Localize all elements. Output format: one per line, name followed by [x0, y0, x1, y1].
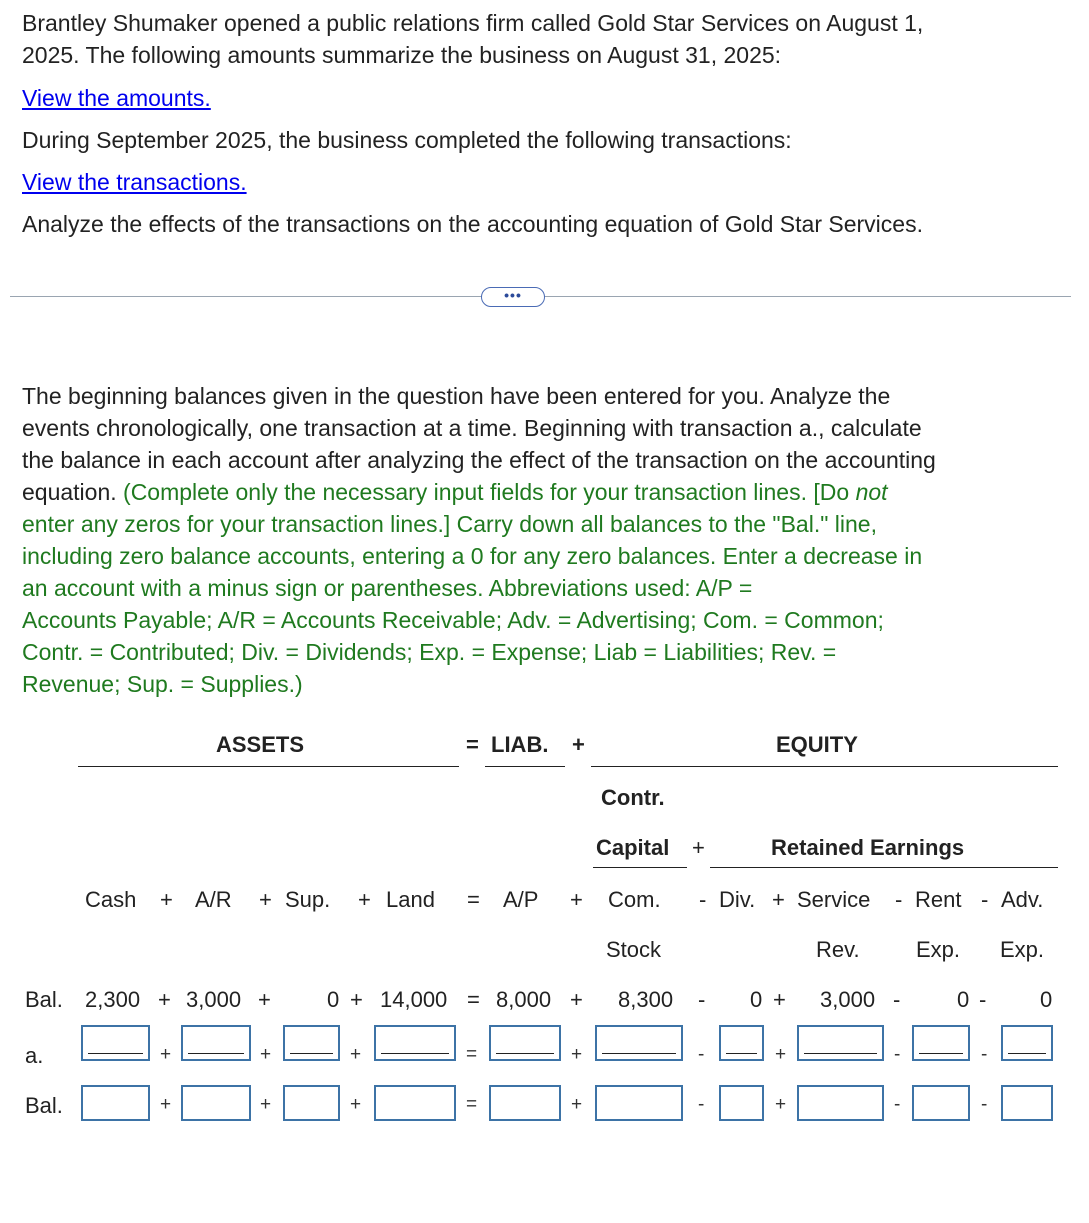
row-a-com-stock-input[interactable] [595, 1025, 683, 1061]
op-minus: - [698, 1044, 705, 1065]
op-plus: + [160, 1094, 172, 1115]
row-a-adv-exp-input[interactable] [1001, 1025, 1053, 1061]
intro-line-1: Brantley Shumaker opened a public relations firm called Gold Star Services on August 1, [22, 10, 924, 36]
retained-underline [710, 867, 1058, 868]
op-minus: - [895, 887, 903, 912]
col-ar: A/R [195, 887, 232, 912]
row-bal-ap-input[interactable] [489, 1085, 561, 1121]
header-contr: Contr. [601, 785, 665, 810]
during-text: During September 2025, the business completed the following transactions: [22, 127, 792, 153]
op-equals: = [466, 1044, 478, 1065]
op-plus: + [570, 987, 583, 1012]
row-bal-label: Bal. [25, 1093, 63, 1118]
row-a-div-input[interactable] [719, 1025, 764, 1061]
bal-adv-exp: 0 [1040, 987, 1053, 1012]
instructions-line-4 [22, 476, 888, 508]
view-transactions-link[interactable]: View the transactions. [22, 169, 247, 195]
row-a-rent-exp-input[interactable] [912, 1025, 970, 1061]
instructions-line-8: Accounts Payable; A/R = Accounts Receivable; Adv. = Advertising; Com. = Common; [22, 607, 884, 633]
col-ap: A/P [503, 887, 539, 912]
op-plus: + [258, 987, 271, 1012]
row-a-label: a. [25, 1043, 44, 1068]
row-a-sup-input[interactable] [283, 1025, 340, 1061]
header-plus: + [572, 732, 585, 757]
bal-cash: 2,300 [85, 987, 141, 1012]
header-assets: ASSETS [216, 732, 305, 757]
op-plus: + [571, 1044, 583, 1065]
bal-sup: 0 [327, 987, 340, 1012]
instructions-line-3: the balance in each account after analyzing the effect of the transaction on the accounting [22, 447, 936, 473]
op-plus: + [259, 887, 272, 912]
row-bal-cash-input[interactable] [81, 1085, 150, 1121]
row-bal-ar-input[interactable] [181, 1085, 251, 1121]
bal-com-stock: 8,300 [618, 987, 674, 1012]
col-com: Com. [608, 887, 661, 912]
bal-ar: 3,000 [186, 987, 242, 1012]
op-plus: + [158, 987, 171, 1012]
header-equity: EQUITY [776, 732, 858, 757]
row-a-land-input[interactable] [374, 1025, 456, 1061]
op-minus: - [698, 1094, 705, 1115]
capital-underline [593, 867, 687, 868]
row-bal-adv-exp-input[interactable] [1001, 1085, 1053, 1121]
op-plus: + [570, 887, 583, 912]
liab-underline [485, 766, 565, 767]
col-rent-exp: Exp. [916, 937, 961, 962]
op-plus: + [772, 887, 785, 912]
intro-line-2: 2025. The following amounts summarize the business on August 31, 2025: [22, 42, 782, 68]
col-adv: Adv. [1001, 887, 1044, 912]
op-minus: - [979, 987, 987, 1012]
op-equals: = [466, 1094, 478, 1115]
col-cash: Cash [85, 887, 137, 912]
op-plus: + [160, 1044, 172, 1065]
row-bal-land-input[interactable] [374, 1085, 456, 1121]
header-equals: = [466, 732, 479, 757]
more-options-button[interactable]: ••• [481, 287, 545, 307]
op-equals: = [467, 887, 480, 912]
instructions-equation-word: equation. [22, 479, 117, 505]
analyze-text: Analyze the effects of the transactions on the accounting equation of Gold Star Services. [22, 211, 923, 237]
bal-div: 0 [750, 987, 763, 1012]
op-plus: + [260, 1094, 272, 1115]
op-minus: - [981, 1044, 988, 1065]
bal-ap: 8,000 [496, 987, 552, 1012]
col-stock: Stock [606, 937, 662, 962]
instructions-line-1: The beginning balances given in the question have been entered for you. Analyze the [22, 383, 891, 409]
instructions-green-start: (Complete only the necessary input fields for your transaction lines. [Do [123, 479, 850, 505]
op-minus: - [981, 1094, 988, 1115]
instructions-not-italic: not [855, 479, 888, 505]
op-minus: - [698, 987, 706, 1012]
op-plus: + [571, 1094, 583, 1115]
op-minus: - [893, 987, 901, 1012]
col-div: Div. [719, 887, 756, 912]
op-plus: + [350, 1044, 362, 1065]
row-a-ar-input[interactable] [181, 1025, 251, 1061]
op-plus: + [358, 887, 371, 912]
op-plus: + [773, 987, 786, 1012]
instructions-line-9: Contr. = Contributed; Div. = Dividends; Exp. = Expense; Liab = Liabilities; Rev. = [22, 639, 837, 665]
col-land: Land [386, 887, 435, 912]
col-sup: Sup. [285, 887, 331, 912]
instructions-line-7: an account with a minus sign or parentheses. Abbreviations used: A/P = [22, 575, 753, 601]
row-a-cash-input[interactable] [81, 1025, 150, 1061]
header-retained-earnings: Retained Earnings [771, 835, 965, 860]
header-liab: LIAB. [491, 732, 549, 757]
op-minus: - [894, 1044, 901, 1065]
header-capital: Capital [596, 835, 670, 860]
instructions-line-6: including zero balance accounts, entering a 0 for any zero balances. Enter a decrease in [22, 543, 923, 569]
view-amounts-link[interactable]: View the amounts. [22, 85, 211, 111]
op-plus: + [350, 1094, 362, 1115]
header-capital-plus: + [692, 835, 705, 860]
row-bal-com-stock-input[interactable] [595, 1085, 683, 1121]
instructions-line-10: Revenue; Sup. = Supplies.) [22, 671, 303, 697]
bal-service-rev: 3,000 [820, 987, 876, 1012]
equity-underline [591, 766, 1058, 767]
col-adv-exp: Exp. [1000, 937, 1045, 962]
op-plus: + [260, 1044, 272, 1065]
op-minus: - [981, 887, 989, 912]
row-a-service-rev-input[interactable] [797, 1025, 884, 1061]
op-plus: + [160, 887, 173, 912]
op-equals: = [467, 987, 480, 1012]
row-bal-sup-input[interactable] [283, 1085, 340, 1121]
instructions-line-5: enter any zeros for your transaction lines.] Carry down all balances to the "Bal." line, [22, 511, 877, 537]
col-rent: Rent [915, 887, 962, 912]
col-rev: Rev. [816, 937, 860, 962]
op-plus: + [775, 1044, 787, 1065]
bal-label: Bal. [25, 987, 63, 1012]
row-bal-service-rev-input[interactable] [797, 1085, 884, 1121]
op-minus: - [894, 1094, 901, 1115]
assets-underline [78, 766, 459, 767]
row-bal-div-input[interactable] [719, 1085, 764, 1121]
op-plus: + [775, 1094, 787, 1115]
instructions-line-2: events chronologically, one transaction at a time. Beginning with transaction a., calculate [22, 415, 922, 441]
bal-rent-exp: 0 [957, 987, 970, 1012]
bal-land: 14,000 [380, 987, 448, 1012]
op-plus: + [350, 987, 363, 1012]
row-a-ap-input[interactable] [489, 1025, 561, 1061]
col-service: Service [797, 887, 871, 912]
op-minus: - [699, 887, 707, 912]
row-bal-rent-exp-input[interactable] [912, 1085, 970, 1121]
